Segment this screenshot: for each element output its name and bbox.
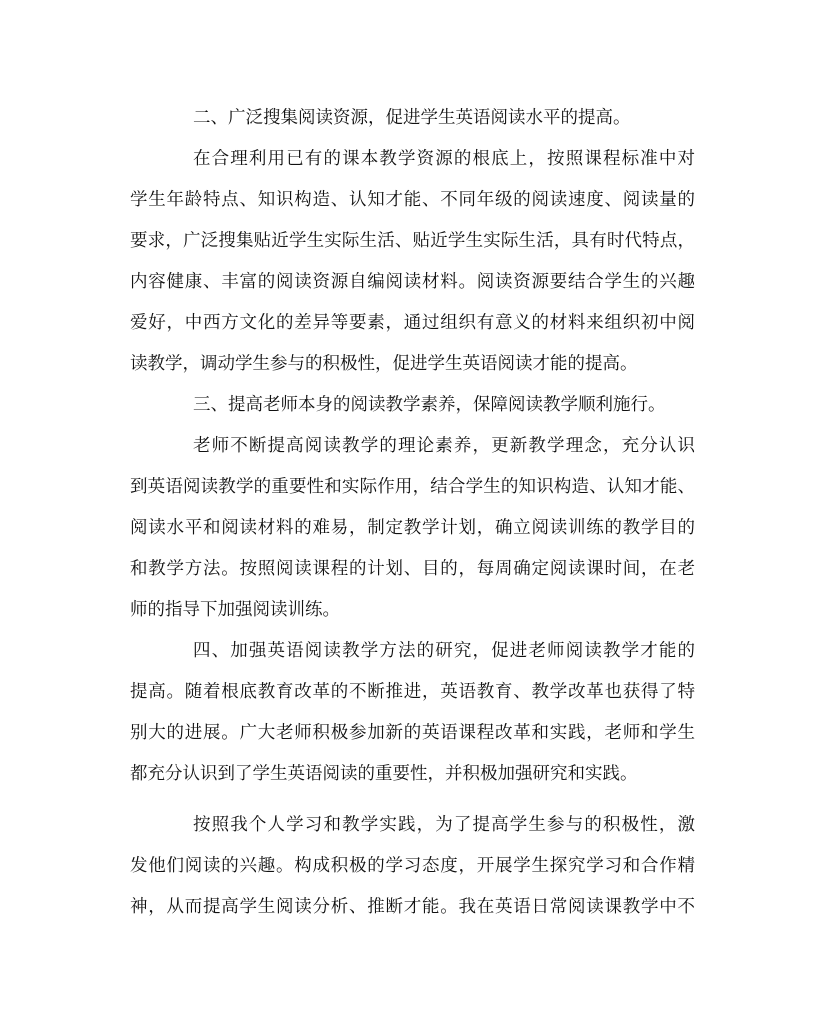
paragraph-line: 神，从而提高学生阅读分析、推断才能。我在英语日常阅读课教学中不 [130, 897, 695, 917]
paragraph-line: 和教学方法。按照阅读课程的计划、目的，每周确定阅读课时间，在老 [130, 559, 695, 579]
section-heading-2: 二、广泛搜集阅读资源，促进学生英语阅读水平的提高。 [193, 108, 631, 128]
paragraph-line: 都充分认识到了学生英语阅读的重要性，并积极加强研究和实践。 [130, 764, 638, 784]
paragraph-line: 学生年龄特点、知识构造、认知才能、不同年级的阅读速度、阅读量的 [130, 190, 695, 210]
paragraph-line: 阅读水平和阅读材料的难易，制定教学计划，确立阅读训练的教学目的 [130, 518, 695, 538]
paragraph-line: 在合理利用已有的课本教学资源的根底上，按照课程标准中对 [193, 149, 695, 169]
paragraph-line: 别大的进展。广大老师积极参加新的英语课程改革和实践，老师和学生 [130, 723, 695, 743]
section-heading-4: 四、加强英语阅读教学方法的研究，促进老师阅读教学才能的 [193, 641, 695, 661]
paragraph-line: 爱好，中西方文化的差异等要素，通过组织有意义的材料来组织初中阅 [130, 313, 695, 333]
paragraph-line: 按照我个人学习和教学实践，为了提高学生参与的积极性，激 [193, 815, 695, 835]
paragraph-line: 老师不断提高阅读教学的理论素养，更新教学理念，充分认识 [193, 436, 695, 456]
section-heading-3: 三、提高老师本身的阅读教学素养，保障阅读教学顺利施行。 [193, 395, 666, 415]
paragraph-line: 师的指导下加强阅读训练。 [130, 600, 340, 620]
paragraph-line: 提高。随着根底教育改革的不断推进，英语教育、教学改革也获得了特 [130, 682, 695, 702]
paragraph-line: 读教学，调动学生参与的积极性，促进学生英语阅读才能的提高。 [130, 354, 638, 374]
paragraph-line: 内容健康、丰富的阅读资源自编阅读材料。阅读资源要结合学生的兴趣 [130, 272, 695, 292]
paragraph-line: 要求，广泛搜集贴近学生实际生活、贴近学生实际生活，具有时代特点， [130, 231, 695, 251]
paragraph-line: 到英语阅读教学的重要性和实际作用，结合学生的知识构造、认知才能、 [130, 477, 695, 497]
paragraph-line: 发他们阅读的兴趣。构成积极的学习态度，开展学生探究学习和合作精 [130, 856, 695, 876]
